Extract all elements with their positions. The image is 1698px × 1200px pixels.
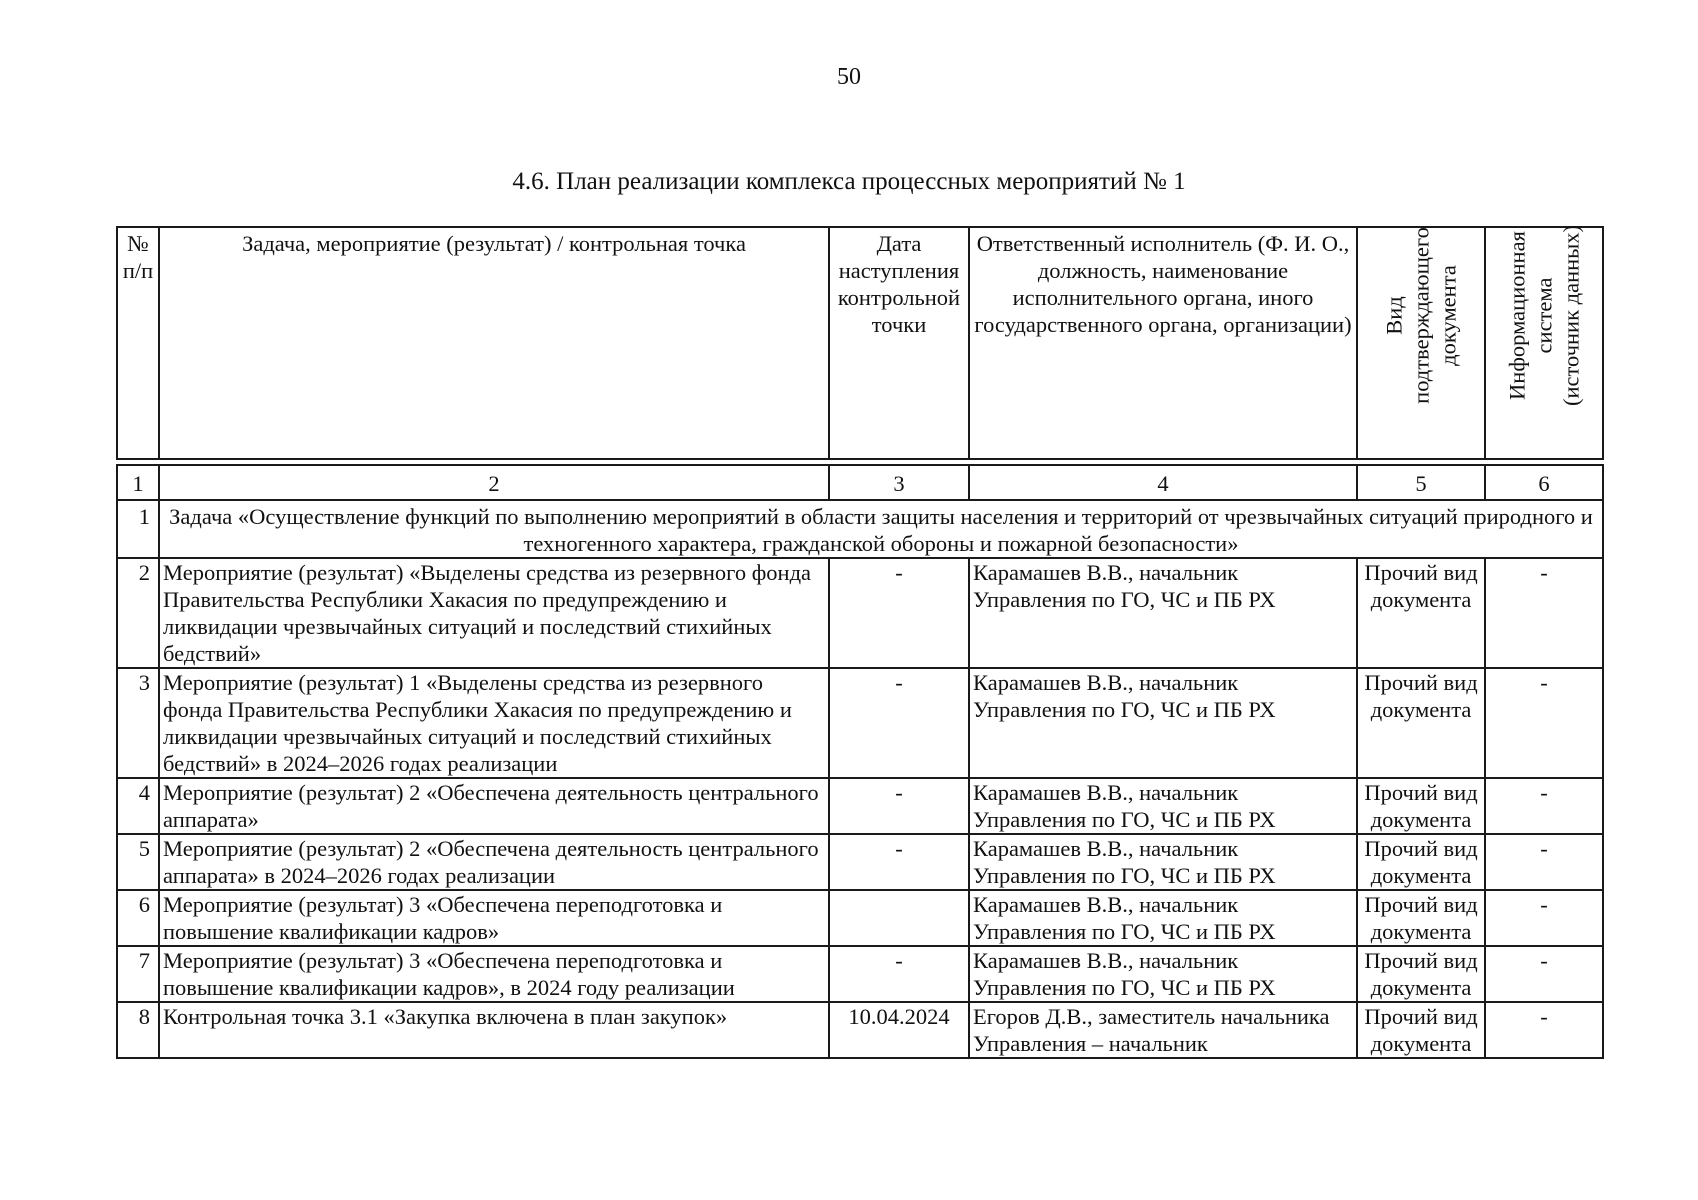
row-info-system: -	[1485, 890, 1603, 946]
row-doc-type: Прочий вид документа	[1357, 1002, 1485, 1058]
row-doc-type: Прочий вид документа	[1357, 946, 1485, 1002]
header-info-line2: система	[1531, 277, 1557, 354]
row-description: Контрольная точка 3.1 «Закупка включена в план закупок»	[159, 1002, 829, 1058]
row-executor: Карамашев В.В., начальник Управления по ГО, ЧС и ПБ РХ	[969, 668, 1357, 778]
row-date	[829, 890, 969, 946]
row-date: -	[829, 834, 969, 890]
header-row	[117, 227, 1603, 459]
row-date: -	[829, 668, 969, 778]
table-row	[117, 890, 1603, 946]
row-executor: Карамашев В.В., начальник Управления по ГО, ЧС и ПБ РХ	[969, 946, 1357, 1002]
column-number: 4	[969, 465, 1357, 500]
header-info-system	[1485, 224, 1603, 459]
page-number: 50	[837, 64, 861, 90]
row-executor: Егоров Д.В., заместитель начальника Управления – начальник	[969, 1002, 1357, 1058]
column-number: 2	[159, 465, 829, 500]
plan-table	[116, 226, 1604, 1059]
row-executor: Карамашев В.В., начальник Управления по ГО, ЧС и ПБ РХ	[969, 558, 1357, 668]
row-doc-type: Прочий вид документа	[1357, 668, 1485, 778]
row-description: Мероприятие (результат) 2 «Обеспечена деятельность центрального аппарата» в 2024–2026 годах реализации	[159, 834, 829, 890]
row-doc-type: Прочий вид документа	[1357, 890, 1485, 946]
table-row	[117, 778, 1603, 834]
row-date: 10.04.2024	[829, 1002, 969, 1058]
row-executor: Карамашев В.В., начальник Управления по ГО, ЧС и ПБ РХ	[969, 778, 1357, 834]
row-number: 6	[117, 890, 159, 946]
row-number: 3	[117, 668, 159, 778]
header-date: Дата наступления контрольной точки	[829, 227, 969, 459]
row-info-system: -	[1485, 778, 1603, 834]
row-executor: Карамашев В.В., начальник Управления по ГО, ЧС и ПБ РХ	[969, 834, 1357, 890]
header-info-line1: Информационная	[1504, 231, 1530, 400]
header-doc-type-line1: Вид	[1381, 296, 1407, 335]
task-description: Задача «Осуществление функций по выполнению мероприятий в области защиты населения и территорий от чрезвычайных ситуаций природного и техногенного характера, гражданской обороны и пожарной безопасности»	[159, 500, 1603, 558]
row-date: -	[829, 946, 969, 1002]
header-doc-type-line3: документа	[1435, 265, 1461, 366]
header-doc-type-line2: подтверждающего	[1408, 227, 1434, 404]
row-info-system: -	[1485, 834, 1603, 890]
row-number: 4	[117, 778, 159, 834]
column-number: 1	[117, 465, 159, 500]
header-num: № п/п	[117, 227, 159, 459]
row-date: -	[829, 558, 969, 668]
section-title: 4.6. План реализации комплекса процессных мероприятий № 1	[512, 168, 1186, 195]
row-number: 8	[117, 1002, 159, 1058]
table-row	[117, 668, 1603, 778]
row-date: -	[829, 778, 969, 834]
row-doc-type: Прочий вид документа	[1357, 558, 1485, 668]
row-info-system: -	[1485, 558, 1603, 668]
table-row	[117, 946, 1603, 1002]
row-number: 1	[117, 500, 159, 558]
row-info-system: -	[1485, 668, 1603, 778]
table-row	[117, 834, 1603, 890]
task-row	[117, 500, 1603, 558]
row-number: 7	[117, 946, 159, 1002]
header-executor: Ответственный исполнитель (Ф. И. О., должность, наименование исполнительного органа, иного государственного органа, организации)	[969, 227, 1357, 459]
column-numbering-row	[117, 465, 1603, 500]
table-row	[117, 558, 1603, 668]
row-info-system: -	[1485, 1002, 1603, 1058]
table-body	[117, 558, 1603, 1058]
column-number: 5	[1357, 465, 1485, 500]
row-info-system: -	[1485, 946, 1603, 1002]
row-number: 2	[117, 558, 159, 668]
column-number: 3	[829, 465, 969, 500]
row-description: Мероприятие (результат) 3 «Обеспечена переподготовка и повышение квалификации кадров», в 2024 году реализации	[159, 946, 829, 1002]
table-row	[117, 1002, 1603, 1058]
header-info-line3: (источник данных)	[1558, 224, 1584, 407]
row-doc-type: Прочий вид документа	[1357, 778, 1485, 834]
row-description: Мероприятие (результат) 2 «Обеспечена деятельность центрального аппарата»	[159, 778, 829, 834]
row-description: Мероприятие (результат) 3 «Обеспечена переподготовка и повышение квалификации кадров»	[159, 890, 829, 946]
column-number: 6	[1485, 465, 1603, 500]
row-doc-type: Прочий вид документа	[1357, 834, 1485, 890]
row-number: 5	[117, 834, 159, 890]
row-executor: Карамашев В.В., начальник Управления по ГО, ЧС и ПБ РХ	[969, 890, 1357, 946]
row-description: Мероприятие (результат) 1 «Выделены средства из резервного фонда Правительства Республики Хакасия по предупреждению и ликвидации чрезвычайных ситуаций и последствий стихийных бедствий» в 2024–2026 годах реализации	[159, 668, 829, 778]
row-description: Мероприятие (результат) «Выделены средства из резервного фонда Правительства Республики Хакасия по предупреждению и ликвидации чрезвычайных ситуаций и последствий стихийных бедствий»	[159, 558, 829, 668]
header-doc-type	[1357, 227, 1485, 459]
header-task: Задача, мероприятие (результат) / контрольная точка	[159, 227, 829, 459]
